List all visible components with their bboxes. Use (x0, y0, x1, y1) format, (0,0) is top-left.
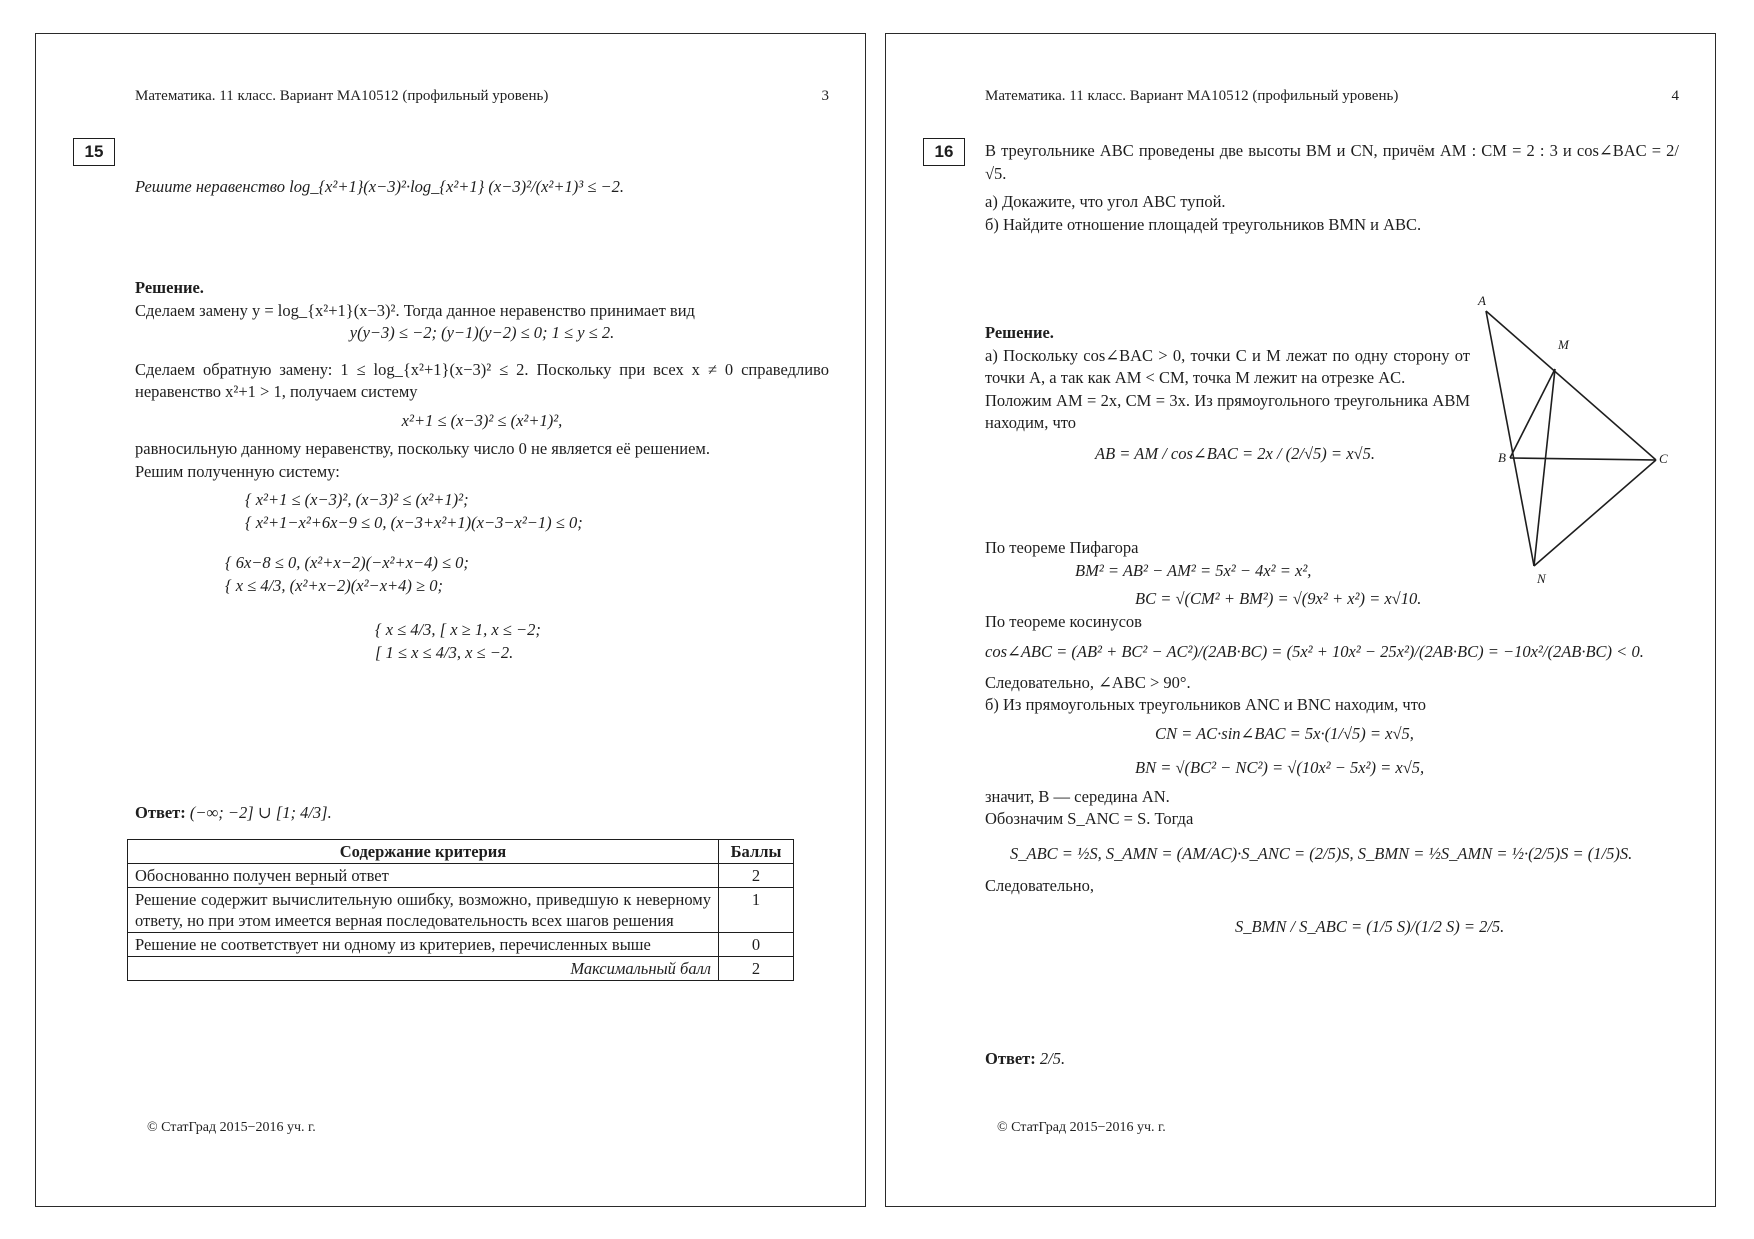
criteria-table (127, 839, 794, 981)
solution-title: Решение. (135, 278, 204, 297)
footer: © СтатГрад 2015−2016 уч. г. (997, 1120, 1166, 1135)
system-1b: { x²+1−x²+6x−9 ≤ 0, (x−3+x²+1)(x−3−x²−1) ≤ 0; (245, 512, 583, 532)
page-header (985, 88, 1679, 105)
table-row-max (128, 957, 794, 981)
formula-bm: BM² = AB² − AM² = 5x² − 4x² = x², (1075, 560, 1312, 580)
solution-p2: Положим AM = 2x, CM = 3x. Из прямоугольного треугольника ABM находим, что (985, 390, 1470, 432)
solution-step-inverse: Сделаем обратную замену: 1 ≤ log_{x²+1}(x−3)² ≤ 2. Поскольку при всех x ≠ 0 справедливо неравенство x²+1 > 1, получаем систему (135, 359, 829, 401)
vertex-label-c: C (1659, 451, 1668, 466)
side-ac (1486, 311, 1656, 460)
system-2a: { 6x−8 ≤ 0, (x²+x−2)(−x²+x−4) ≤ 0; (225, 553, 469, 572)
solution-step-equivalent: равносильную данному неравенству, поскольку число 0 не является её решением. (135, 439, 710, 458)
solution-p7: значит, B — середина AN. (985, 786, 1170, 806)
max-score-value: 2 (719, 957, 794, 981)
max-score-label: Максимальный балл (128, 957, 719, 981)
solution-p8: Обозначим S_ANC = S. Тогда (985, 809, 1194, 828)
page-left (35, 33, 866, 1207)
formula-ratio: S_BMN / S_ABC = (1/5 S)/(1/2 S) = 2/5. (1235, 916, 1505, 936)
formula-quadratic: y(y−3) ≤ −2; (y−1)(y−2) ≤ 0; 1 ≤ y ≤ 2. (349, 323, 615, 342)
criterion-score: 2 (719, 864, 794, 888)
table-row (128, 888, 794, 933)
header-title: Математика. 11 класс. Вариант МА10512 (профильный уровень) (985, 88, 1399, 104)
header-title: Математика. 11 класс. Вариант МА10512 (профильный уровень) (135, 88, 549, 104)
answer-label: Ответ: (985, 1049, 1036, 1068)
vertex-label-a: A (1478, 293, 1486, 308)
system-1a: { x²+1 ≤ (x−3)², (x−3)² ≤ (x²+1)²; (245, 490, 469, 509)
page-number: 3 (821, 88, 829, 104)
answer-value: 2/5. (1039, 1049, 1066, 1068)
page-right (885, 33, 1716, 1207)
task-statement (985, 140, 1679, 236)
table-row (128, 864, 794, 888)
criteria-header: Содержание критерия (128, 840, 719, 864)
formula-areas: S_ABC = ½S, S_AMN = (AM/AC)·S_ANC = (2/5)S, S_BMN = ½S_AMN = ½·(2/5)S = (1/5)S. (1010, 843, 1633, 863)
task-number-box: 15 (73, 138, 115, 166)
criterion-text: Решение не соответствует ни одному из критериев, перечисленных выше (128, 933, 719, 957)
line-an (1486, 311, 1534, 566)
formula-bn: BN = √(BC² − NC²) = √(10x² − 5x²) = x√5, (1135, 758, 1425, 777)
solution-p6: б) Из прямоугольных треугольников ANC и BNC находим, что (985, 695, 1426, 714)
vertex-label-n: N (1537, 571, 1546, 586)
system-3a: { x ≤ 4/3, [ x ≥ 1, x ≤ −2; (375, 620, 541, 639)
solution-part-a-top (985, 322, 1470, 465)
score-header: Баллы (719, 840, 794, 864)
page-number: 4 (1671, 88, 1679, 104)
solution-block (135, 277, 829, 664)
task-text: Решите неравенство log_{x²+1}(x−3)²·log_{x²+1} (x−3)²/(x²+1)³ ≤ −2. (135, 177, 625, 196)
task-text: В треугольнике ABC проведены две высоты BM и CN, причём AM : CM = 2 : 3 и cos∠BAC = 2/√5. (985, 141, 1679, 183)
answer-label: Ответ: (135, 803, 186, 822)
system-3b: [ 1 ≤ x ≤ 4/3, x ≤ −2. (375, 642, 514, 662)
solution-title: Решение. (985, 323, 1054, 342)
solution-step-solve: Решим полученную систему: (135, 461, 340, 481)
solution-step-substitution: Сделаем замену y = log_{x²+1}(x−3)². Тогда данное неравенство принимает вид (135, 300, 695, 320)
solution-p4: По теореме косинусов (985, 611, 1142, 631)
criterion-score: 0 (719, 933, 794, 957)
solution-p1: а) Поскольку cos∠BAC > 0, точки C и M лежат по одну сторону от точки A, а так как AM < CM, точка M лежит на отрезке AC. (985, 345, 1470, 387)
formula-bc: BC = √(CM² + BM²) = √(9x² + x²) = x√10. (1135, 589, 1422, 608)
footer: © СтатГрад 2015−2016 уч. г. (147, 1120, 316, 1135)
side-bc (1510, 458, 1656, 460)
formula-cos: cos∠ABC = (AB² + BC² − AC²)/(2AB·BC) = (5x² + 10x² − 25x²)/(2AB·BC) = −10x²/(2AB·BC) < 0. (985, 642, 1644, 661)
answer-line (985, 1048, 1679, 1071)
page-header (135, 88, 829, 105)
formula-ab: AB = AM / cos∠BAC = 2x / (2/√5) = x√5. (1095, 443, 1375, 463)
task-part-b: б) Найдите отношение площадей треугольников BMN и ABC. (985, 214, 1422, 234)
task-part-a: а) Докажите, что угол ABC тупой. (985, 192, 1226, 211)
answer-value: (−∞; −2] ∪ [1; 4/3]. (189, 803, 332, 822)
criteria-header-row (128, 840, 794, 864)
solution-p5: Следовательно, ∠ABC > 90°. (985, 672, 1191, 692)
answer-line (135, 802, 829, 825)
solution-p9: Следовательно, (985, 876, 1094, 895)
formula-double-inequality: x²+1 ≤ (x−3)² ≤ (x²+1)², (401, 410, 563, 430)
criterion-score: 1 (719, 888, 794, 933)
vertex-label-m: M (1558, 337, 1569, 352)
formula-cn: CN = AC·sin∠BAC = 5x·(1/√5) = x√5, (1155, 723, 1414, 743)
vertex-label-b: B (1498, 450, 1506, 465)
criterion-text: Решение содержит вычислительную ошибку, возможно, приведшую к неверному ответу, но при этом имеется верная последовательность всех шагов решения (128, 888, 719, 933)
task-statement (135, 176, 829, 199)
table-row (128, 933, 794, 957)
system-2b: { x ≤ 4/3, (x²+x−2)(x²−x+4) ≥ 0; (225, 575, 443, 595)
altitude-bm (1510, 369, 1555, 458)
task-number-box: 16 (923, 138, 965, 166)
solution-p3: По теореме Пифагора (985, 538, 1139, 557)
solution-part-a-bottom (985, 537, 1679, 938)
criterion-text: Обоснованно получен верный ответ (128, 864, 719, 888)
